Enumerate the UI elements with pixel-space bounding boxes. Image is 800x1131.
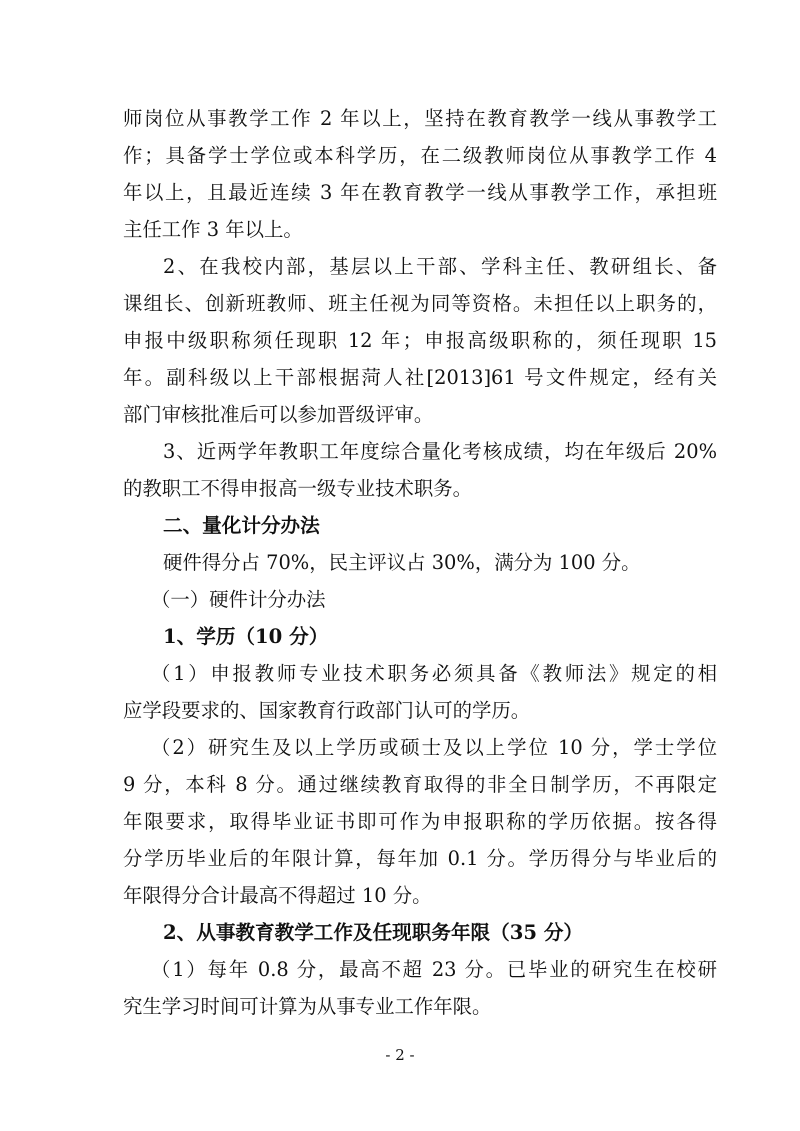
body-line: 年以上，且最近连续 3 年在教育教学一线从事教学工作，承担班: [123, 181, 717, 204]
body-line: 年限得分合计最高不得超过 10 分。: [123, 884, 432, 907]
document-body: [123, 100, 717, 1025]
body-line: （2）研究生及以上学历或硕士及以上学位 10 分，学士学位: [151, 736, 717, 759]
subsection-heading: （一）硬件计分办法: [151, 588, 326, 611]
body-line: 应学段要求的、国家教育行政部门认可的学历。: [123, 699, 531, 722]
body-line: 9 分，本科 8 分。通过继续教育取得的非全日制学历，不再限定: [123, 773, 717, 796]
body-line: 3、近两学年教职工年度综合量化考核成绩，均在年级后 20%: [163, 440, 717, 463]
section-heading: 二、量化计分办法: [163, 514, 320, 537]
body-line: 课组长、创新班教师、班主任视为同等资格。未担任以上职务的，: [123, 292, 717, 315]
item-heading: 1、学历（10 分）: [163, 625, 329, 648]
body-line: （1）申报教师专业技术职务必须具备《教师法》规定的相: [151, 662, 717, 685]
body-line: 主任工作 3 年以上。: [123, 218, 303, 241]
body-line: 2、在我校内部，基层以上干部、学科主任、教研组长、备: [163, 255, 717, 278]
body-line: 部门审核批准后可以参加晋级评审。: [123, 403, 434, 426]
body-line: 申报中级职称须任现职 12 年；申报高级职称的，须任现职 15: [123, 329, 717, 352]
item-heading: 2、从事教育教学工作及任现职务年限（35 分）: [163, 921, 584, 944]
body-line: 究生学习时间可计算为从事专业工作年限。: [123, 995, 492, 1018]
body-line: 年。副科级以上干部根据菏人社[2013]61 号文件规定，经有关: [123, 366, 717, 389]
body-line: 的教职工不得申报高一级专业技术职务。: [123, 477, 473, 500]
body-line: 年限要求，取得毕业证书即可作为申报职称的学历依据。按各得: [123, 810, 717, 833]
body-line: 师岗位从事教学工作 2 年以上，坚持在教育教学一线从事教学工: [123, 107, 717, 130]
body-line: 分学历毕业后的年限计算，每年加 0.1 分。学历得分与毕业后的: [123, 847, 717, 870]
body-line: 硬件得分占 70%，民主评议占 30%，满分为 100 分。: [163, 551, 641, 574]
body-line: （1）每年 0.8 分，最高不超 23 分。已毕业的研究生在校研: [151, 958, 717, 981]
page-number: - 2 -: [385, 1046, 415, 1064]
body-line: 作；具备学士学位或本科学历，在二级教师岗位从事教学工作 4: [123, 144, 717, 167]
